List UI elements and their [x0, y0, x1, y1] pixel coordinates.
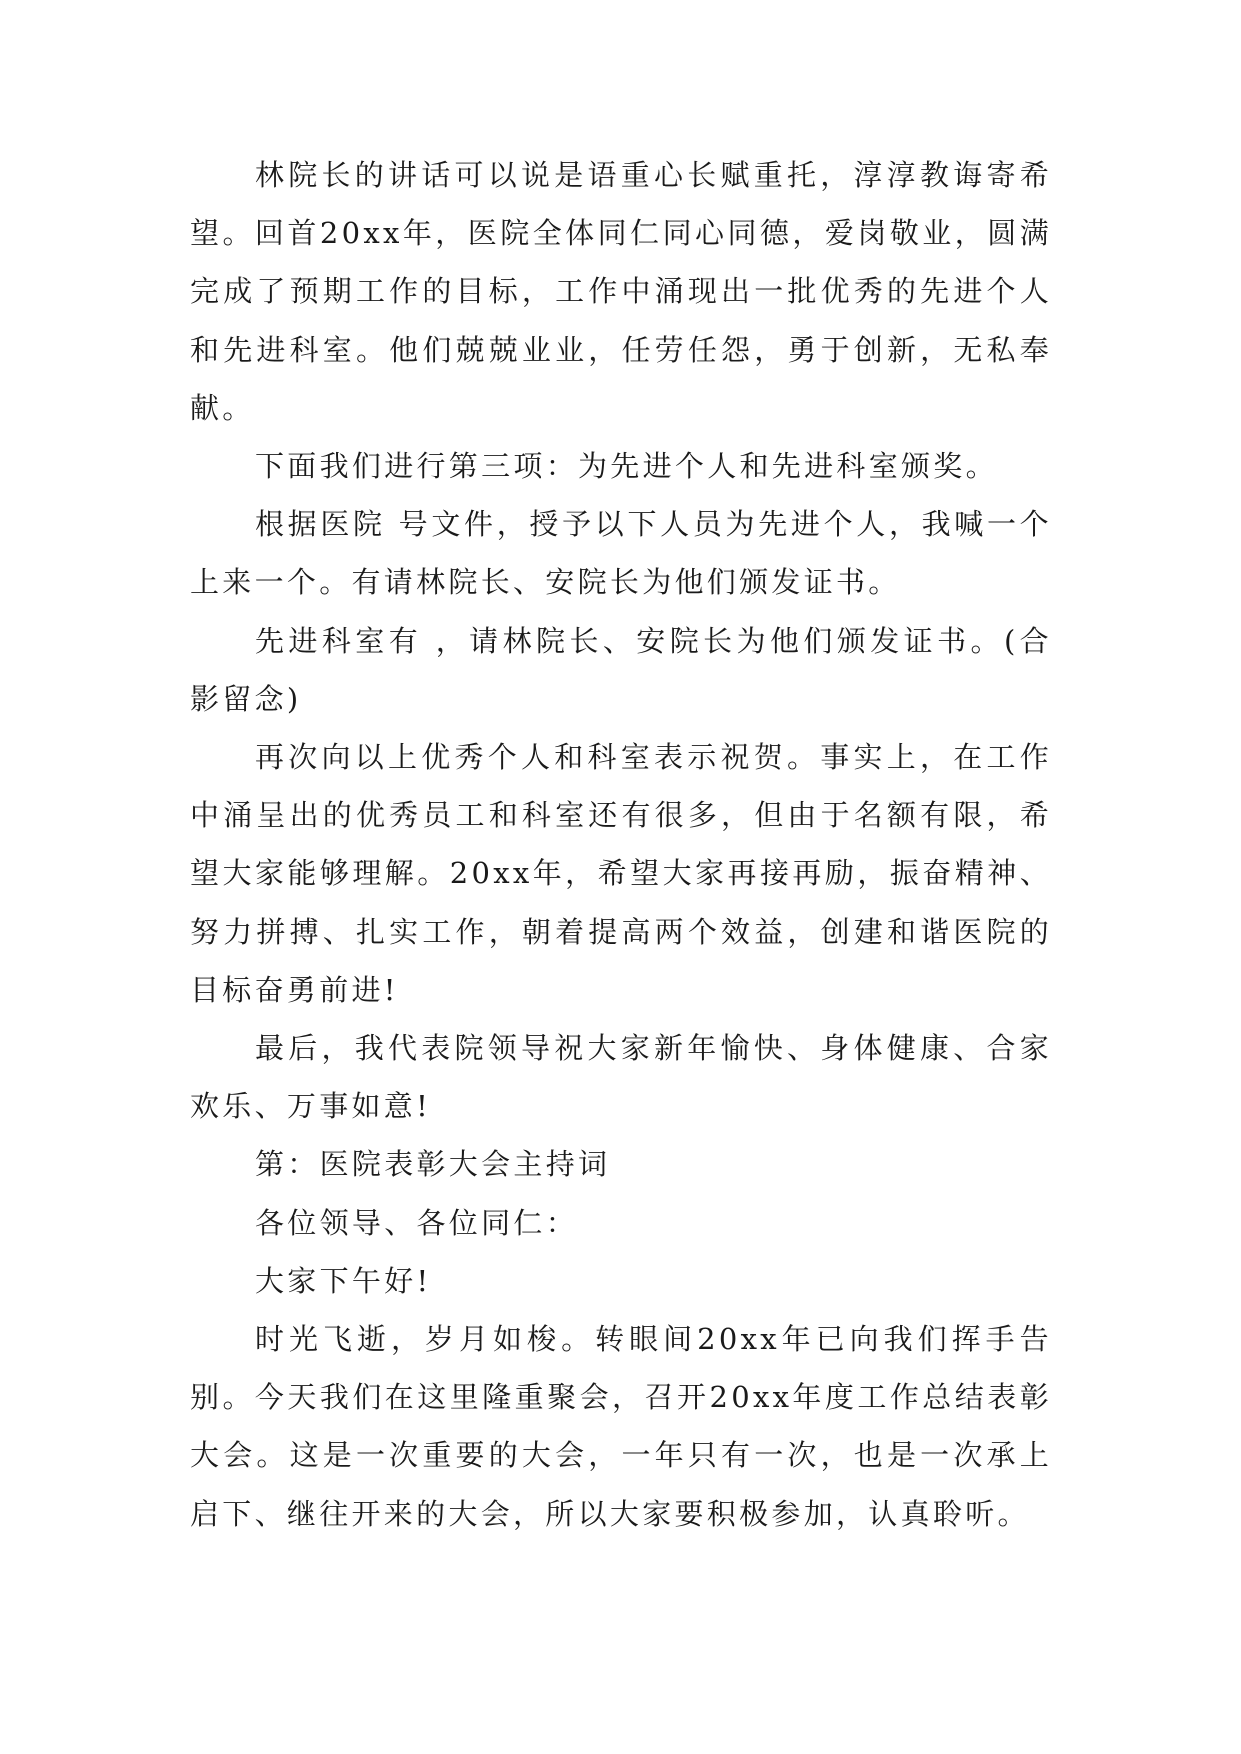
greeting: 大家下午好! — [255, 1263, 432, 1298]
paragraph-individual-awards: 根据医院 号文件，授予以下人员为先进个人，我喊一个上来一个。有请林院长、安院长为他们颁发证书。 — [190, 507, 1052, 600]
paragraph-leader-speech: 林院长的讲话可以说是语重心长赋重托，淳淳教诲寄希望。回首20xx年，医院全体同仁同心同德，爱岗敬业，圆满完成了预期工作的目标，工作中涌现出一批优秀的先进个人和先进科室。他们兢兢业业，任劳任怨，勇于创新，无私奉献。 — [190, 158, 1052, 425]
section-heading: 第：医院表彰大会主持词 — [255, 1147, 611, 1182]
paragraph-congratulations: 再次向以上优秀个人和科室表示祝贺。事实上，在工作中涌呈出的优秀员工和科室还有很多，但由于名额有限，希望大家能够理解。20xx年，希望大家再接再励，振奋精神、努力拼搏、扎实工作，朝着提高两个效益，创建和谐医院的目标奋勇前进! — [190, 740, 1052, 1007]
paragraph-opening: 时光飞逝，岁月如梭。转眼间20xx年已向我们挥手告别。今天我们在这里隆重聚会，召开20xx年度工作总结表彰大会。这是一次重要的大会，一年只有一次，也是一次承上启下、继往开来的大会，所以大家要积极参加，认真聆听。 — [190, 1322, 1052, 1531]
paragraph-department-awards: 先进科室有 ，请林院长、安院长为他们颁发证书。(合影留念) — [190, 623, 1052, 716]
paragraph-third-item: 下面我们进行第三项：为先进个人和先进科室颁奖。 — [255, 449, 998, 484]
salutation: 各位领导、各位同仁： — [255, 1205, 579, 1240]
paragraph-closing-wishes: 最后，我代表院领导祝大家新年愉快、身体健康、合家欢乐、万事如意! — [190, 1031, 1052, 1124]
document-body — [190, 146, 1052, 1543]
